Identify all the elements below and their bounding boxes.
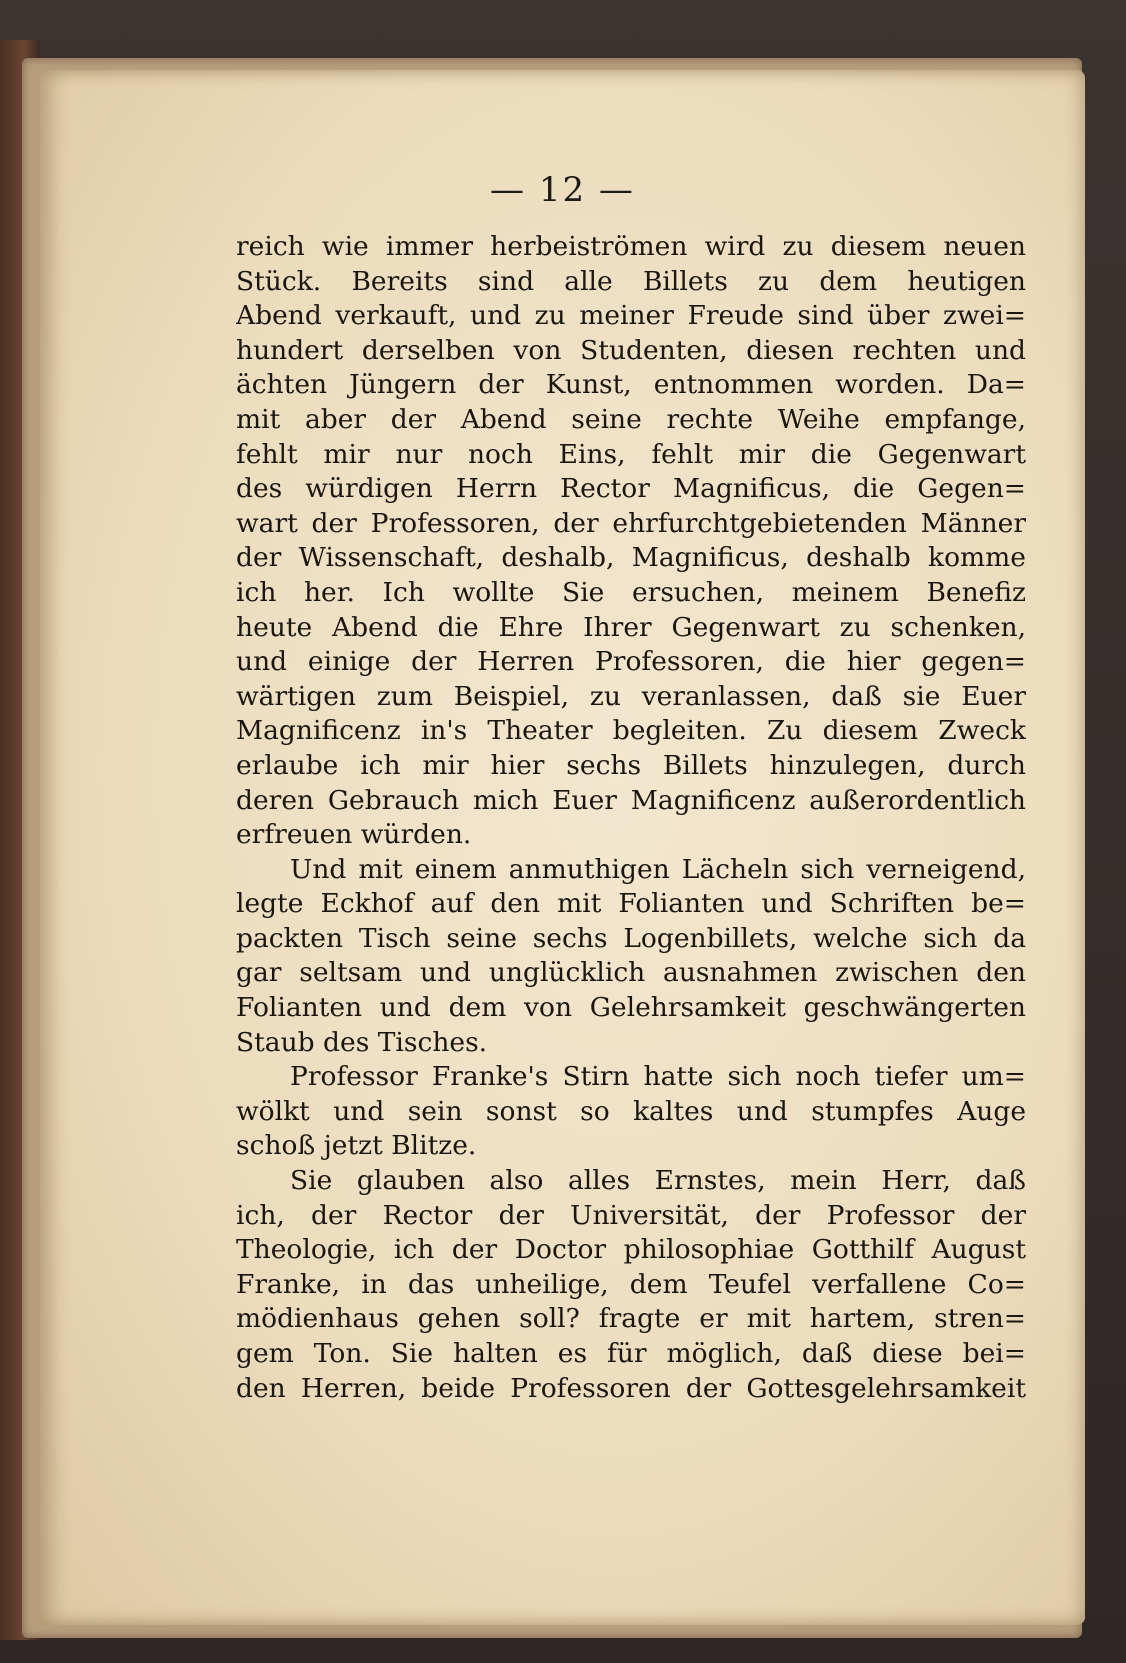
text-line: mit aber der Abend seine rechte Weihe empfange,: [236, 403, 1026, 435]
body-text: [236, 230, 1026, 1406]
text-line: Franke, in das unheilige, dem Teufel verfallene Co=: [236, 1268, 1026, 1300]
text-line: legte Eckhof auf den mit Folianten und Schriften be=: [236, 888, 1026, 920]
text-line: Magnificenz in's Theater begleiten. Zu diesem Zweck: [236, 715, 1026, 747]
text-line: erlaube ich mir hier sechs Billets hinzulegen, durch: [236, 749, 1026, 781]
text-line: Professor Franke's Stirn hatte sich noch tiefer um=: [290, 1061, 1026, 1093]
text-line: erfreuen würden.: [236, 819, 472, 851]
text-line: Und mit einem anmuthigen Lächeln sich verneigend,: [290, 853, 1026, 885]
text-line: Staub des Tisches.: [236, 1026, 488, 1058]
text-line: ich, der Rector der Universität, der Professor der: [236, 1199, 1026, 1231]
text-line: fehlt mir nur noch Eins, fehlt mir die Gegenwart: [236, 438, 1026, 470]
text-line: wärtigen zum Beispiel, zu veranlassen, daß sie Euer: [236, 680, 1026, 712]
text-line: des würdigen Herrn Rector Magnificus, die Gegen=: [236, 473, 1026, 505]
text-line: mödienhaus gehen soll? fragte er mit hartem, stren=: [236, 1303, 1026, 1335]
text-line: hundert derselben von Studenten, diesen rechten und: [236, 334, 1026, 366]
text-line: gar seltsam und unglücklich ausnahmen zwischen den: [236, 957, 1026, 989]
text-line: Stück. Bereits sind alle Billets zu dem heutigen: [236, 265, 1026, 297]
page-number: — 12 —: [490, 170, 635, 210]
text-line: Abend verkauft, und zu meiner Freude sind über zwei=: [236, 300, 1026, 332]
text-line: ich her. Ich wollte Sie ersuchen, meinem Benefiz: [236, 576, 1026, 608]
text-line: Sie glauben also alles Ernstes, mein Herr, daß: [290, 1165, 1026, 1197]
text-line: wart der Professoren, der ehrfurchtgebietenden Männer: [236, 507, 1026, 539]
text-line: und einige der Herren Professoren, die hier gegen=: [236, 646, 1026, 678]
text-line: reich wie immer herbeiströmen wird zu diesem neuen: [236, 231, 1026, 262]
text-line: der Wissenschaft, deshalb, Magnificus, deshalb komme: [236, 542, 1026, 574]
text-line: den Herren, beide Professoren der Gottesgelehrsamkeit: [236, 1372, 1026, 1404]
text-line: deren Gebrauch mich Euer Magnificenz außerordentlich: [236, 784, 1026, 816]
text-line: heute Abend die Ehre Ihrer Gegenwart zu schenken,: [236, 611, 1026, 643]
book-page: [40, 70, 1085, 1625]
text-line: gem Ton. Sie halten es für möglich, daß diese bei=: [236, 1338, 1026, 1369]
text-line: Theologie, ich der Doctor philosophiae Gotthilf August: [236, 1234, 1026, 1266]
text-line: packten Tisch seine sechs Logenbillets, welche sich da: [236, 922, 1026, 954]
text-line: ächten Jüngern der Kunst, entnommen worden. Da=: [236, 369, 1026, 401]
text-line: Folianten und dem von Gelehrsamkeit geschwängerten: [236, 992, 1026, 1024]
text-line: schoß jetzt Blitze.: [236, 1130, 477, 1162]
text-line: wölkt und sein sonst so kaltes und stumpfes Auge: [236, 1095, 1026, 1127]
